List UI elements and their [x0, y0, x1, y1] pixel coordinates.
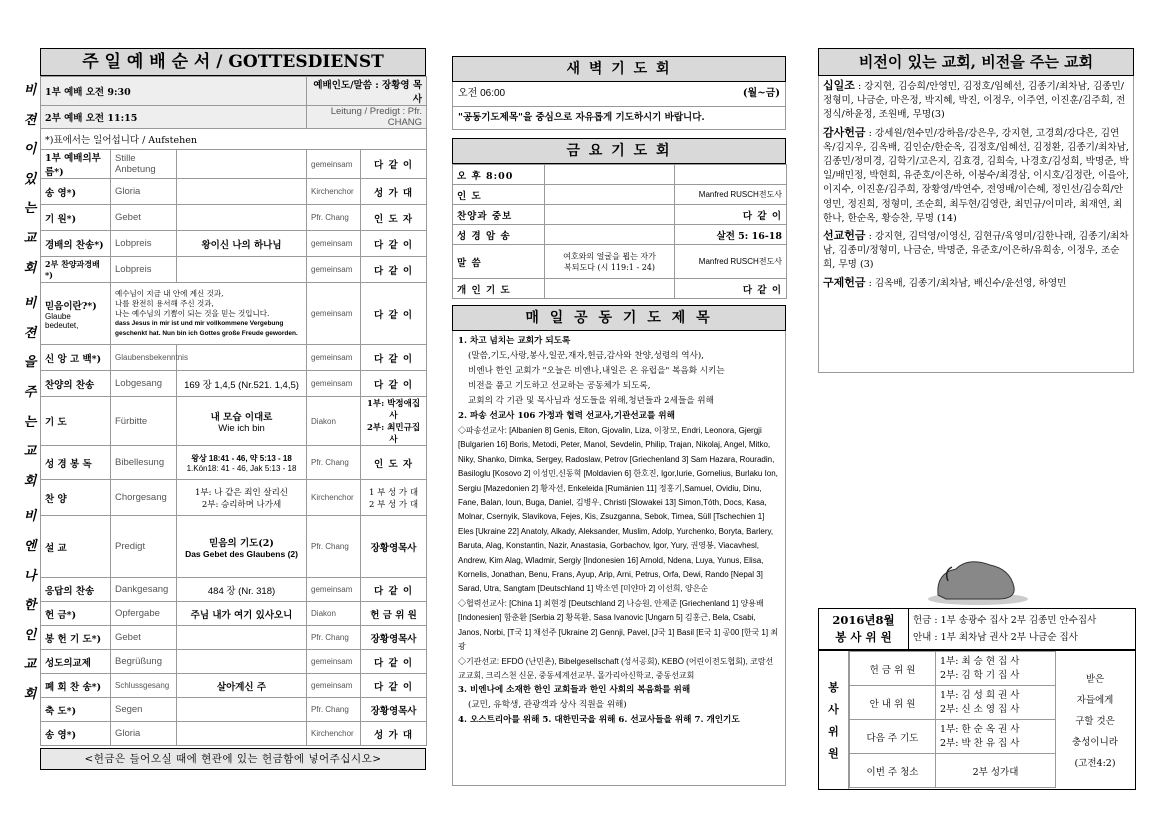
friday-sermon: 복되도다 (시 119:1 - 24): [564, 262, 655, 272]
weekly-panel: [452, 305, 786, 786]
tithe-names: 강지현, 김승희/안영민, 김정호/임혜선, 김종기/최차남, 김종민/정형미, 나금순, 마은정, 박지혜, 박진, 이정우, 이주연, 이진훈/김주희, 전정식/하윤정, 조원배, 무명(3): [823, 81, 1126, 121]
row-by: gemeinsam: [307, 650, 361, 674]
row-de: Predigt: [111, 516, 177, 578]
row-content: [177, 650, 307, 674]
stand-note: *)표에서는 일어섭니다 / Aufstehen: [41, 129, 427, 150]
offering-footer: <헌금은 들어오실 때에 현관에 있는 헌금함에 넣어주십시오>: [40, 748, 426, 770]
prayer-line: 비엔나 한인 교회가 "오늘은 비엔나,내일은 온 유럽을" 복음화 시키는: [468, 366, 725, 376]
row-ko: 찬양의 찬송: [41, 371, 111, 397]
row-de: Dankgesang: [111, 578, 177, 602]
row-who: 장황영목사: [361, 516, 427, 578]
friday-label: 개 인 기 도: [453, 279, 545, 299]
row-de: Glaubensbekenntnis: [111, 345, 177, 371]
reading-ref: 왕상 18:41 - 46, 약 5:13 - 18: [191, 453, 292, 463]
row-by: gemeinsam: [307, 150, 361, 179]
row-by: Pfr. Chang: [307, 698, 361, 722]
verse-line: 자들에게: [1076, 695, 1114, 706]
row-de: Stille Anbetung: [111, 150, 177, 179]
row-de: Schlussgesang: [111, 674, 177, 698]
side-char: 있: [23, 171, 37, 187]
friday-title: 금 요 기 도 회: [452, 138, 786, 164]
dawn-panel: [452, 56, 786, 130]
side-char: 비: [23, 83, 37, 98]
friday-value: 살전 5: 16-18: [675, 225, 787, 245]
prayer-topic: 4. 오스트리아를 위해 5. 대한민국을 위해 6. 선교사들을 위해 7. 개인기도: [458, 715, 740, 726]
side-char: 나: [23, 568, 37, 584]
prayer-title-de: Wie ich bin: [218, 422, 265, 434]
row-who: 헌 금 위 원: [361, 602, 427, 626]
monthly-box: [818, 608, 1136, 650]
thanks-label: 감사헌금: [823, 125, 866, 139]
vision-title: 비전이 있는 교회, 비전을 주는 교회: [818, 48, 1134, 76]
row-ko: 송 영*): [41, 179, 111, 205]
row-by: Diakon: [307, 397, 361, 446]
row-by: gemeinsam: [307, 257, 361, 283]
row-who: 다 같 이: [361, 257, 427, 283]
choir-song: 1부: 나 같은 죄인 살리신: [195, 487, 288, 498]
side-char: 젼: [23, 325, 37, 341]
friday-sermon: 여호와의 얼굴을 뵙는 자가: [563, 251, 656, 261]
side-char: 엔: [23, 538, 37, 554]
faith-line-de: dass Jesus in mir ist und mir vollkommene Vergebung: [115, 319, 284, 327]
weekly-body: [452, 331, 786, 786]
row-de: Fürbitte: [111, 397, 177, 446]
lamb-sketch-icon: [818, 373, 1134, 643]
second-service-time: 2부 예배 오전 11:15: [41, 106, 307, 129]
friday-label: 말 씀: [453, 245, 545, 279]
row-ko: 축 도*): [41, 698, 111, 722]
service-panel: [40, 48, 426, 770]
missionary-list: ◇파송선교사: [Albanien 8] Genis, Elton, Gjovalin, Liza, 이창모, Endri, Leonora, Gjergji [Bulgarien 16] Boris, Metodi, Peter, Manol, Sevdelin, Philip, Trajan, Nikolaj, Angel, Mitko, Niky, Shanko, Dimka, Sergey, Radoslaw, Petrov [Griechenland 3] Sam Hazara, Rouradin, Basiloglu [Kosovo 2] 이성민,신동혁 [Moldavien 6] 한호진, Igor,Iurie, Gornelius, Burlaku Ion, Sergiu [Mazedonien 2] 황자선, Enkeleida [Rumänien 11] 정홍기,Samuel, Ovidiu, Dinu, Fane, Balan, Ioun, Buga, Daniel, 김병우, Christi [Slowakei 13] Simon,Tóth, Docs, Kasa, Molnar, Csernyik, Slavikova, Fejes, Kis, Zsuzganna, Sebok, Timea, Süll [Tschechien 1] Eles [Ukraine 22] Anatoly, Alkady, Aleksander, Muslim, Adolp, Yurchenko, Boryta, Barlery, Baruta, Alag, Konstantin, Nazir, Anastasia, Gorbachov, Igor, Yury, 권영봉, Viacavhesl, Andrew, Kim Alag, Wladmir, Sergiy [Indonesien 16] Arnold, Ndena, Luya, Yunus, Elisa, Kornelis, Jonathan, Benu, Frans, Ayup, Arip, Arni, Petrus, Orfa, Dewi, Rando [Nepal 3] Sarad, Utra, Sangtam [Deutschland 1] 박소연 [미얀마 2] 이선희, 양은순: [458, 426, 778, 594]
row-de: Lobpreis: [111, 231, 177, 257]
side-char: 교: [23, 657, 37, 673]
row-content: [177, 698, 307, 722]
side-vertical-text: [20, 76, 40, 709]
service-row: [41, 698, 427, 722]
first-service-time: 1부 예배 오전 9:30: [41, 77, 307, 106]
friday-panel: [452, 138, 786, 299]
side-char: 젼: [23, 112, 37, 128]
row-ko: 1부 예배의부름*): [41, 150, 111, 179]
row-who: 다 같 이: [361, 674, 427, 698]
row-de: Gloria: [111, 179, 177, 205]
tithe-label: 십일조: [823, 79, 855, 92]
side-char: 한: [23, 598, 37, 614]
reading-row: [41, 446, 427, 480]
partner-list: ◇협력선교사: [China 1] 최현경 [Deutschland 2] 나승원, 안제준 [Griechenland 1] 양용배 [Indonesien] 함춘환 [Serbia 2] 황목환, Sasa Ivanovic [Ungarn 5] 김홍근, Bela, Csabi, Janos, Norbi, [T국 1] 채선주 [Ukraine 2] Gennji, Pavel, [J국 1] Basil [E국 1] 공00 [한국 1] 최광: [458, 598, 779, 652]
row-who: 인 도 자: [361, 205, 427, 231]
row-content: [177, 150, 307, 179]
prayer-row: [41, 397, 427, 446]
servant-name: 1부: 김 성 희 권 사: [940, 689, 1020, 701]
faith-line: 나는 예수님의 기쁨이 되는 것을 믿는 것입니다.: [115, 308, 270, 318]
row-by: Diakon: [307, 602, 361, 626]
row-by: Kirchenchor: [307, 179, 361, 205]
row-by: Kirchenchor: [307, 480, 361, 516]
relief-label: 구제헌금: [823, 275, 866, 289]
servant-role: 헌 금 위 원: [850, 652, 936, 686]
choir-row: [41, 480, 427, 516]
row-de: Gebet: [111, 205, 177, 231]
servants-box: [818, 650, 1136, 790]
servant-name: 2부: 박 찬 유 집 사: [940, 737, 1020, 749]
faith-ko: 믿음이란?*): [45, 300, 97, 312]
servant-verse: [1057, 669, 1133, 774]
row-content: 주님 내가 여기 있사오니: [177, 602, 307, 626]
friday-value: 다 같 이: [675, 205, 787, 225]
row-by: gemeinsam: [307, 283, 361, 345]
sermon-row: [41, 516, 427, 578]
side-char: 이: [23, 142, 37, 158]
service-row: [41, 674, 427, 698]
row-by: Pfr. Chang: [307, 516, 361, 578]
vision-body: 십일조 : 강지현, 김승희/안영민, 김정호/임혜선, 김종기/최차남, 김종민/정형미, 나금순, 마은정, 박지혜, 박진, 이정우, 이주연, 이진훈/김주희, 전정식/하윤정, 조원배, 무명(3) 감사헌금 : 강세원/현수민/강하음/강은우, 강지현, 고경희/강다은, 김연옥/김지우, 김옥배, 김인순/한순옥, 김정호/임혜선, 김정환, 김종기/최차남, 김종민/정미경, 김학기/고은지, 김효경, 김희숙, 나경호/김성희, 박명준, 박일/배민정, 박현희, 유준호/이은하, 이봉수/최경삼, 이시호/김정란, 이을아, 이지수, 이진훈/김주희, 장황영/박연수, 전영배/이슨혜, 정인선/김승희/안영민, 정진희, 정형미, 조순희, 최두현/김영란, 최민규/이미라, 최재연, 최한나, 한순옥, 황승찬, 무명 (14) 선교헌금 : 강지현, 김덕영/이영신, 김현규/육영미/김한나래, 김종기/최차남, 김종미/정형미, 나금순, 박명준, 유준호/이은하/유희송, 이정우, 조순희, 무명 (3) 구제헌금 : 김옥배, 김종기/최차남, 배신수/윤선영, 하영민: [818, 76, 1134, 373]
row-ko: 응답의 찬송: [41, 578, 111, 602]
row-de: Opfergabe: [111, 602, 177, 626]
row-de: Gloria: [111, 722, 177, 746]
service-title: 주 일 예 배 순 서 / GOTTESDIENST: [40, 48, 426, 76]
verse-line: 구할 것은: [1075, 716, 1115, 727]
service-row: [41, 231, 427, 257]
verse-line: 충성이니라: [1072, 737, 1118, 748]
row-who: 다 같 이: [361, 371, 427, 397]
faith-de: Glaube bedeutet,: [45, 311, 79, 330]
side-char: 회: [23, 686, 37, 702]
row-ko: 헌 금*): [41, 602, 111, 626]
row-ko: 경배의 찬송*): [41, 231, 111, 257]
row-by: Pfr. Chang: [307, 626, 361, 650]
row-ko: 기 도: [41, 397, 111, 446]
row-de: Bibellesung: [111, 446, 177, 480]
side-char: 는: [23, 414, 37, 430]
sketch-body: [938, 562, 1014, 599]
choir-group: 2 부 성 가 대: [369, 499, 419, 510]
service-row: [41, 371, 427, 397]
faith-line-de: geschenkt hat. Nun bin ich Gottes große Freude geworden.: [115, 329, 298, 337]
row-ko: 성 경 봉 독: [41, 446, 111, 480]
second-service-leader: Leitung / Predigt : Pfr. CHANG: [307, 106, 427, 129]
row-content: 484 장 (Nr. 318): [177, 578, 307, 602]
friday-value: Manfred RUSCH전도사: [675, 245, 787, 279]
dawn-title: 새 벽 기 도 회: [452, 56, 786, 82]
servant-name: 2부: 김 학 기 집 사: [940, 669, 1020, 681]
servant-side-char: 원: [828, 747, 839, 760]
vision-panel: [818, 48, 1134, 643]
row-ko: 2부 찬양과경배*): [41, 257, 111, 283]
side-char: 교: [23, 230, 37, 246]
dawn-time: 오전 06:00: [458, 88, 506, 99]
row-by: Kirchenchor: [307, 722, 361, 746]
servant-role: 이번 주 청소: [850, 754, 936, 788]
row-content: [177, 626, 307, 650]
prayer-topic: 3. 비엔나에 소재한 한인 교회들과 한인 사회의 복음화를 위해: [458, 685, 691, 696]
prayer-topic: 1. 차고 넘치는 교회가 되도록: [458, 336, 571, 346]
row-content: [177, 179, 307, 205]
friday-value: Manfred RUSCH전도사: [675, 185, 787, 205]
mission-names: 강지현, 김덕영/이영신, 김현규/육영미/김한나래, 김종기/최차남, 김종미/정형미, 나금순, 박명준, 유준호/이은하/유희송, 이정우, 조순희, 무명 (3): [823, 231, 1129, 271]
row-ko: 폐 회 찬 송*): [41, 674, 111, 698]
row-ko: 신 앙 고 백*): [41, 345, 111, 371]
service-row: [41, 626, 427, 650]
prayer-line: 비전을 품고 기도하고 선교하는 공동체가 되도록,: [468, 381, 651, 391]
side-char: 비: [23, 296, 37, 312]
thanks-names: 강세원/현수민/강하음/강은우, 강지현, 고경희/강다은, 김연옥/김지우, 김옥배, 김인순/한순옥, 김정호/임혜선, 김정환, 김종기/최차남, 김종민/정미경, 김학기/고은지, 김효경, 김희숙, 나경호/김성희, 박명준, 박일/배민정, 박현희, 유준호/이은하, 이봉수/최경삼, 이시호/김정란, 이을아, 이지수, 이진훈/김주희, 장황영/박연수, 전영배/이슨혜, 정인선/김승희/안영민, 정진희, 정형미, 조순희, 최두현/김영란, 최민규/이미라, 최재연, 최한나, 한순옥, 황승찬, 무명 (14): [823, 127, 1129, 224]
side-char: 주: [23, 384, 37, 400]
monthly-title: 봉 사 위 원: [835, 630, 892, 644]
side-char: 인: [23, 627, 37, 643]
row-de: Lobgesang: [111, 371, 177, 397]
side-char: 회: [23, 260, 37, 276]
row-who: 성 가 대: [361, 179, 427, 205]
row-who: 다 같 이: [361, 231, 427, 257]
side-char: 회: [23, 473, 37, 489]
choir-group: 1 부 성 가 대: [369, 487, 419, 498]
servant-role: 다음 주 기도: [850, 720, 936, 754]
servant-role: 안 내 위 원: [850, 686, 936, 720]
prayer-line: (교민, 유학생, 관광객과 상사 직원을 위해): [468, 700, 627, 711]
service-row: [41, 650, 427, 674]
service-row: [41, 150, 427, 179]
side-char: 을: [23, 355, 37, 371]
monthly-usher: 안내 : 1부 최차남 권사 2부 나금순 집사: [913, 632, 1078, 643]
servant-name: 2부: 신 소 영 집 사: [940, 703, 1020, 715]
servant-name: 1부: 한 순 옥 권 사: [940, 723, 1020, 735]
service-row: [41, 602, 427, 626]
verse-ref: (고전4:2): [1074, 758, 1116, 769]
row-by: gemeinsam: [307, 345, 361, 371]
row-de: Begrüßung: [111, 650, 177, 674]
row-by: Pfr. Chang: [307, 205, 361, 231]
service-row: [41, 722, 427, 746]
row-by: Pfr. Chang: [307, 446, 361, 480]
servant-name: 2부 성가대: [936, 754, 1056, 788]
row-de: Gebet: [111, 626, 177, 650]
row-de: Segen: [111, 698, 177, 722]
faith-line: 나를 완전히 용서해 주신 것과,: [115, 298, 214, 308]
row-content: 살아계신 주: [177, 674, 307, 698]
servant-side-char: 사: [828, 703, 839, 716]
row-content: 169 장 1,4,5 (Nr.521. 1,4,5): [177, 371, 307, 397]
row-content: [177, 205, 307, 231]
service-row: [41, 179, 427, 205]
friday-label: 인 도: [453, 185, 545, 205]
side-char: 비: [23, 509, 37, 525]
service-row: [41, 257, 427, 283]
row-who: 장황영목사: [361, 698, 427, 722]
row-who: 다 같 이: [361, 345, 427, 371]
service-row: [41, 578, 427, 602]
prayer-line: (말씀,기도,사랑,봉사,일꾼,재자,헌금,감사와 찬양,성령의 역사),: [468, 351, 704, 361]
servant-side-char: 봉: [828, 681, 839, 694]
relief-names: 김옥배, 김종기/최차남, 배신수/윤선영, 하영민: [874, 277, 1067, 289]
row-who: 다 같 이: [361, 650, 427, 674]
verse-line: 받은: [1085, 674, 1105, 685]
dawn-days: (월~금): [742, 88, 780, 99]
institution-list: ◇기관선교: EFDÖ (난민촌), Bibelgesellschaft (성서공회), KEBÖ (어린이전도협회), 코람선교교회, 크리스천 신문, 중동세계선교부, 몰가리아신학교, 중동선교회: [458, 656, 774, 680]
faith-row: [41, 283, 427, 345]
sermon-title-de: Das Gebet des Glaubens (2): [185, 548, 298, 559]
friday-value: [675, 165, 787, 185]
row-who: 성 가 대: [361, 722, 427, 746]
friday-value: 다 같 이: [675, 279, 787, 299]
row-ko: 성도의교제: [41, 650, 111, 674]
row-ko: 송 영*): [41, 722, 111, 746]
row-by: gemeinsam: [307, 371, 361, 397]
side-char: 는: [23, 201, 37, 217]
faith-line: 예수님이 지금 내 안에 계신 것과,: [115, 288, 224, 298]
monthly-date: 2016년8월: [832, 613, 895, 627]
side-char: 교: [23, 444, 37, 460]
service-row: [41, 205, 427, 231]
servants-table: [849, 651, 1056, 788]
row-ko: 설 교: [41, 516, 111, 578]
friday-label: 오 후 8:00: [453, 165, 545, 185]
row-by: gemeinsam: [307, 674, 361, 698]
row-who: 인 도 자: [361, 446, 427, 480]
row-ko: 봉 헌 기 도*): [41, 626, 111, 650]
row-ko: 찬 양: [41, 480, 111, 516]
choir-song: 2부: 승리하며 나가세: [201, 499, 282, 510]
row-content: [177, 722, 307, 746]
prayer-line: 교회의 각 기관 및 목사님과 성도들을 위해,청년들과 2세들을 위해: [468, 396, 714, 406]
sermon-title: 믿음의 기도(2): [209, 537, 274, 549]
row-who: 다 같 이: [361, 283, 427, 345]
servant-name: 1부: 최 승 현 집 사: [940, 655, 1020, 667]
prayer-person: 1부: 박정애집사: [367, 399, 421, 421]
mission-label: 선교헌금: [823, 229, 866, 243]
servant-side-char: 위: [828, 725, 839, 738]
row-by: gemeinsam: [307, 578, 361, 602]
row-who: 장황영목사: [361, 626, 427, 650]
row-content: [177, 345, 307, 371]
row-de: Chorgesang: [111, 480, 177, 516]
prayer-topic: 2. 파송 선교사 106 가정과 협력 선교사,기관선교를 위해: [458, 411, 675, 421]
row-by: gemeinsam: [307, 231, 361, 257]
row-content: 왕이신 나의 하나님: [177, 231, 307, 257]
prayer-person: 2부: 최민규집사: [367, 423, 421, 445]
row-de: Lobpreis: [111, 257, 177, 283]
row-content: [177, 257, 307, 283]
service-row: [41, 345, 427, 371]
weekly-title: 매 일 공 동 기 도 제 목: [452, 305, 786, 331]
first-service-leader: 예배인도/말씀 : 장황영 목사: [307, 77, 427, 106]
monthly-offering: 헌금 : 1부 송광수 집사 2부 김종민 안수집사: [913, 615, 1097, 626]
row-who: 다 같 이: [361, 150, 427, 179]
reading-ref-de: 1.Kön18: 41 - 46, Jak 5:13 - 18: [186, 463, 297, 473]
row-ko: 기 원*): [41, 205, 111, 231]
friday-label: 찬양과 중보: [453, 205, 545, 225]
row-who: 다 같 이: [361, 578, 427, 602]
service-table: [40, 76, 427, 746]
friday-label: 성 경 암 송: [453, 225, 545, 245]
friday-table: [452, 164, 787, 299]
prayer-title: 내 모습 이대로: [210, 411, 273, 423]
dawn-note: "공동기도제목"을 중심으로 자유롭게 기도하시기 바랍니다.: [458, 112, 705, 123]
